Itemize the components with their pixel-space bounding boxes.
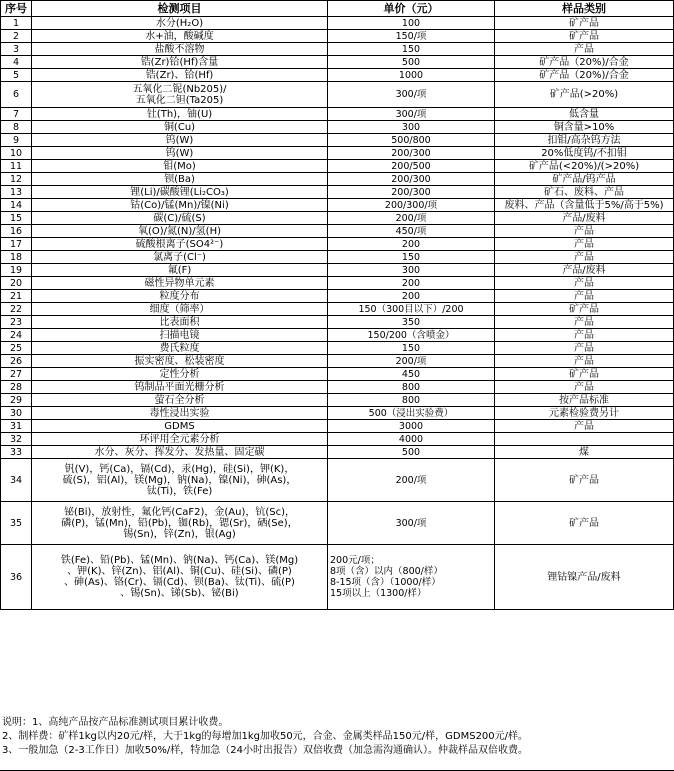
table-row — [1, 368, 674, 381]
row-price: 4000 — [328, 433, 495, 446]
row-number: 4 — [1, 56, 32, 69]
row-category: 矿产品/钨产品 — [495, 173, 674, 186]
row-category: 20%低度钨/不扣钼 — [495, 147, 674, 160]
row-item: 铁(Fe)、铅(Pb)、锰(Mn)、钠(Na)、钙(Ca)、镁(Mg) 、钾(K)、锌(Zn)、铝(Al)、铜(Cu)、硅(Si)、磷(P) 、砷(As)、铬(Cr)、镉(Cd)、钡(Ba)、钛(Ti)、硫(P) 、锡(Sn)、锑(Sb)、铋(Bi) — [32, 545, 328, 610]
row-category: 锂钴镍产品/废料 — [495, 545, 674, 610]
row-category: 产品 — [495, 420, 674, 433]
row-item: 扫描电镜 — [32, 329, 328, 342]
note-1: 说明：1、高纯产品按产品标准测试项目累计收费。 — [2, 717, 229, 728]
row-item: 毒性浸出实验 — [32, 407, 328, 420]
row-number: 32 — [1, 433, 32, 446]
row-price: 300/项 — [328, 82, 495, 108]
row-category: 产品 — [495, 251, 674, 264]
row-number: 20 — [1, 277, 32, 290]
row-category: 矿产品(>20%) — [495, 82, 674, 108]
row-price: 200/300/项 — [328, 199, 495, 212]
row-price: 500 — [328, 446, 495, 459]
row-item: 水分(H₂O) — [32, 17, 328, 30]
row-category: 矿产品 — [495, 303, 674, 316]
row-category: 产品 — [495, 355, 674, 368]
row-price: 150/200（含喷金） — [328, 329, 495, 342]
note-2: 2、制样费：矿样1kg以内20元/样，大于1kg的每增加1kg加收50元，合金、金属类样品150元/样，GDMS200元/样。 — [2, 731, 529, 742]
row-category: 矿产品 — [495, 30, 674, 43]
table-row — [1, 545, 674, 610]
row-number: 15 — [1, 212, 32, 225]
row-price: 200 — [328, 277, 495, 290]
row-category: 矿产品（20%)/合金 — [495, 56, 674, 69]
row-category: 低含量 — [495, 108, 674, 121]
row-price: 100 — [328, 17, 495, 30]
table-row — [1, 420, 674, 433]
row-category: 产品 — [495, 329, 674, 342]
row-number: 36 — [1, 545, 32, 610]
row-number: 18 — [1, 251, 32, 264]
row-price: 200/项 — [328, 212, 495, 225]
row-number: 28 — [1, 381, 32, 394]
row-price: 200/500 — [328, 160, 495, 173]
row-item: 盐酸不溶物 — [32, 43, 328, 56]
row-category: 产品/废料 — [495, 264, 674, 277]
row-item: 氯离子(Cl⁻) — [32, 251, 328, 264]
row-price: 150（300目以下）/200 — [328, 303, 495, 316]
row-price: 300/项 — [328, 502, 495, 545]
row-category: 矿产品 — [495, 502, 674, 545]
table-row — [1, 381, 674, 394]
row-item: 定性分析 — [32, 368, 328, 381]
row-item: 锆(Zr)、铪(Hf) — [32, 69, 328, 82]
table-row — [1, 459, 674, 502]
row-number: 12 — [1, 173, 32, 186]
row-item: 氟(F) — [32, 264, 328, 277]
row-price: 150 — [328, 342, 495, 355]
row-item: 磁性异物单元素 — [32, 277, 328, 290]
table-row — [1, 264, 674, 277]
row-number: 16 — [1, 225, 32, 238]
row-item: 铜(Cu) — [32, 121, 328, 134]
notes — [2, 716, 672, 758]
row-item: 五氧化二铌(Nb205)/ 五氧化二钽(Ta205) — [32, 82, 328, 108]
row-category: 矿产品 — [495, 459, 674, 502]
row-price: 1000 — [328, 69, 495, 82]
row-price: 500 — [328, 56, 495, 69]
row-category — [495, 433, 674, 446]
row-item: 钨(W) — [32, 134, 328, 147]
table-row — [1, 394, 674, 407]
row-item: 粒度分布 — [32, 290, 328, 303]
row-price: 200/项 — [328, 355, 495, 368]
header-price: 单价（元） — [328, 1, 495, 17]
row-item: 氧(O)/氮(N)/氢(H) — [32, 225, 328, 238]
row-category: 元素检验费另计 — [495, 407, 674, 420]
table-row — [1, 121, 674, 134]
row-category: 产品 — [495, 316, 674, 329]
row-number: 2 — [1, 30, 32, 43]
row-category: 产品/废料 — [495, 212, 674, 225]
row-number: 1 — [1, 17, 32, 30]
row-number: 27 — [1, 368, 32, 381]
table-row — [1, 134, 674, 147]
row-category: 按产品标准 — [495, 394, 674, 407]
table-row — [1, 147, 674, 160]
header-category: 样品类别 — [495, 1, 674, 17]
row-item: 细度（筛率） — [32, 303, 328, 316]
table-row — [1, 30, 674, 43]
row-number: 13 — [1, 186, 32, 199]
row-item: 水分、灰分、挥发分、发热量、固定碳 — [32, 446, 328, 459]
row-item: 钴(Co)/锰(Mn)/镍(Ni) — [32, 199, 328, 212]
row-number: 24 — [1, 329, 32, 342]
row-item: 水+油，酸碱度 — [32, 30, 328, 43]
row-price: 500（浸出实验费） — [328, 407, 495, 420]
row-item: 振实密度、松装密度 — [32, 355, 328, 368]
row-price: 150 — [328, 251, 495, 264]
row-number: 33 — [1, 446, 32, 459]
row-number: 31 — [1, 420, 32, 433]
row-item: 比表面积 — [32, 316, 328, 329]
row-price: 800 — [328, 381, 495, 394]
table-row — [1, 502, 674, 545]
row-number: 17 — [1, 238, 32, 251]
row-category: 煤 — [495, 446, 674, 459]
table-row — [1, 173, 674, 186]
row-number: 3 — [1, 43, 32, 56]
table-row — [1, 43, 674, 56]
row-number: 35 — [1, 502, 32, 545]
row-category: 产品 — [495, 43, 674, 56]
row-category: 产品 — [495, 381, 674, 394]
row-number: 10 — [1, 147, 32, 160]
row-number: 21 — [1, 290, 32, 303]
row-number: 9 — [1, 134, 32, 147]
row-item: 费氏粒度 — [32, 342, 328, 355]
row-item: 钒(V)，钙(Ca)，镉(Cd)，汞(Hg)，硅(Si)，钾(K)， 硫(S)，铝(Al)，镁(Mg)，钠(Na)，镍(Ni)，砷(As)， 钛(Ti)，铁(Fe) — [32, 459, 328, 502]
row-category: 矿石、废料、产品 — [495, 186, 674, 199]
row-category: 废料、产品（含量低于5%/高于5%) — [495, 199, 674, 212]
row-price: 450 — [328, 368, 495, 381]
row-price: 800 — [328, 394, 495, 407]
row-price: 350 — [328, 316, 495, 329]
row-category: 矿产品(<20%)/(>20%) — [495, 160, 674, 173]
row-number: 6 — [1, 82, 32, 108]
row-item: 硫酸根离子(SO4²⁻) — [32, 238, 328, 251]
table-row — [1, 355, 674, 368]
row-price: 200元/项； 8项（含）以内（800/样） 8-15项（含）（1000/样） 15项以上（1300/样） — [328, 545, 495, 610]
table-row — [1, 225, 674, 238]
table-row — [1, 212, 674, 225]
table-row — [1, 56, 674, 69]
row-number: 29 — [1, 394, 32, 407]
row-category: 矿产品 — [495, 17, 674, 30]
table-row — [1, 342, 674, 355]
row-category: 产品 — [495, 342, 674, 355]
row-price: 200/300 — [328, 173, 495, 186]
table-row — [1, 17, 674, 30]
row-category: 产品 — [495, 290, 674, 303]
table-row — [1, 69, 674, 82]
table-row — [1, 303, 674, 316]
table-row — [1, 251, 674, 264]
table-row — [1, 446, 674, 459]
row-item: 萤石全分析 — [32, 394, 328, 407]
row-price: 200/300 — [328, 186, 495, 199]
row-number: 7 — [1, 108, 32, 121]
row-price: 200/项 — [328, 459, 495, 502]
table-row — [1, 277, 674, 290]
table-row — [1, 238, 674, 251]
row-item: 环评用全元素分析 — [32, 433, 328, 446]
row-price: 150/项 — [328, 30, 495, 43]
row-item: 钨(W) — [32, 147, 328, 160]
row-item: 碳(C)/硫(S) — [32, 212, 328, 225]
row-item: 铋(Bi)，放射性，氟化钙(CaF2)，金(Au)，钪(Sc)， 磷(P)，锰(Mn)，铅(Pb)，铷(Rb)，锶(Sr)，硒(Se)， 锡(Sn)，锌(Zn)，银(Ag) — [32, 502, 328, 545]
table-row — [1, 329, 674, 342]
row-number: 23 — [1, 316, 32, 329]
row-category: 产品 — [495, 225, 674, 238]
row-number: 14 — [1, 199, 32, 212]
row-price: 300 — [328, 121, 495, 134]
table-row — [1, 186, 674, 199]
row-price: 450/项 — [328, 225, 495, 238]
row-number: 8 — [1, 121, 32, 134]
note-3: 3、一般加急（2-3工作日）加收50%/样，特加急（24小时出报告）双倍收费（加急需沟通确认）。仲裁样品双倍收费。 — [2, 745, 529, 756]
table-row — [1, 82, 674, 108]
row-item: 锂(Li)/碳酸锂(Li₂CO₃) — [32, 186, 328, 199]
row-category: 矿产品（20%)/合金 — [495, 69, 674, 82]
row-category: 扣钼/高杂钨方法 — [495, 134, 674, 147]
row-item: 钼(Mo) — [32, 160, 328, 173]
row-item: 钨制品平面光栅分析 — [32, 381, 328, 394]
row-category: 产品 — [495, 238, 674, 251]
row-price: 300 — [328, 264, 495, 277]
row-price: 300/项 — [328, 108, 495, 121]
row-item: GDMS — [32, 420, 328, 433]
row-number: 30 — [1, 407, 32, 420]
row-price: 3000 — [328, 420, 495, 433]
row-number: 19 — [1, 264, 32, 277]
row-price: 500/800 — [328, 134, 495, 147]
row-item: 锆(Zr)铪(Hf)含量 — [32, 56, 328, 69]
header-item: 检测项目 — [32, 1, 328, 17]
row-number: 25 — [1, 342, 32, 355]
table-header-row — [1, 1, 674, 17]
row-price: 150 — [328, 43, 495, 56]
row-item: 钡(Ba) — [32, 173, 328, 186]
table-row — [1, 108, 674, 121]
table-row — [1, 199, 674, 212]
row-item: 钍(Th)，铀(U) — [32, 108, 328, 121]
header-no: 序号 — [1, 1, 32, 17]
row-price: 200 — [328, 238, 495, 251]
table-row — [1, 290, 674, 303]
row-price: 200/300 — [328, 147, 495, 160]
table-row — [1, 316, 674, 329]
row-price: 200 — [328, 290, 495, 303]
row-number: 11 — [1, 160, 32, 173]
row-category: 铜含量>10% — [495, 121, 674, 134]
row-number: 22 — [1, 303, 32, 316]
row-category: 矿产品 — [495, 368, 674, 381]
table-row — [1, 160, 674, 173]
table-row — [1, 433, 674, 446]
row-category: 产品 — [495, 277, 674, 290]
row-number: 34 — [1, 459, 32, 502]
table-row — [1, 407, 674, 420]
row-number: 26 — [1, 355, 32, 368]
row-number: 5 — [1, 69, 32, 82]
